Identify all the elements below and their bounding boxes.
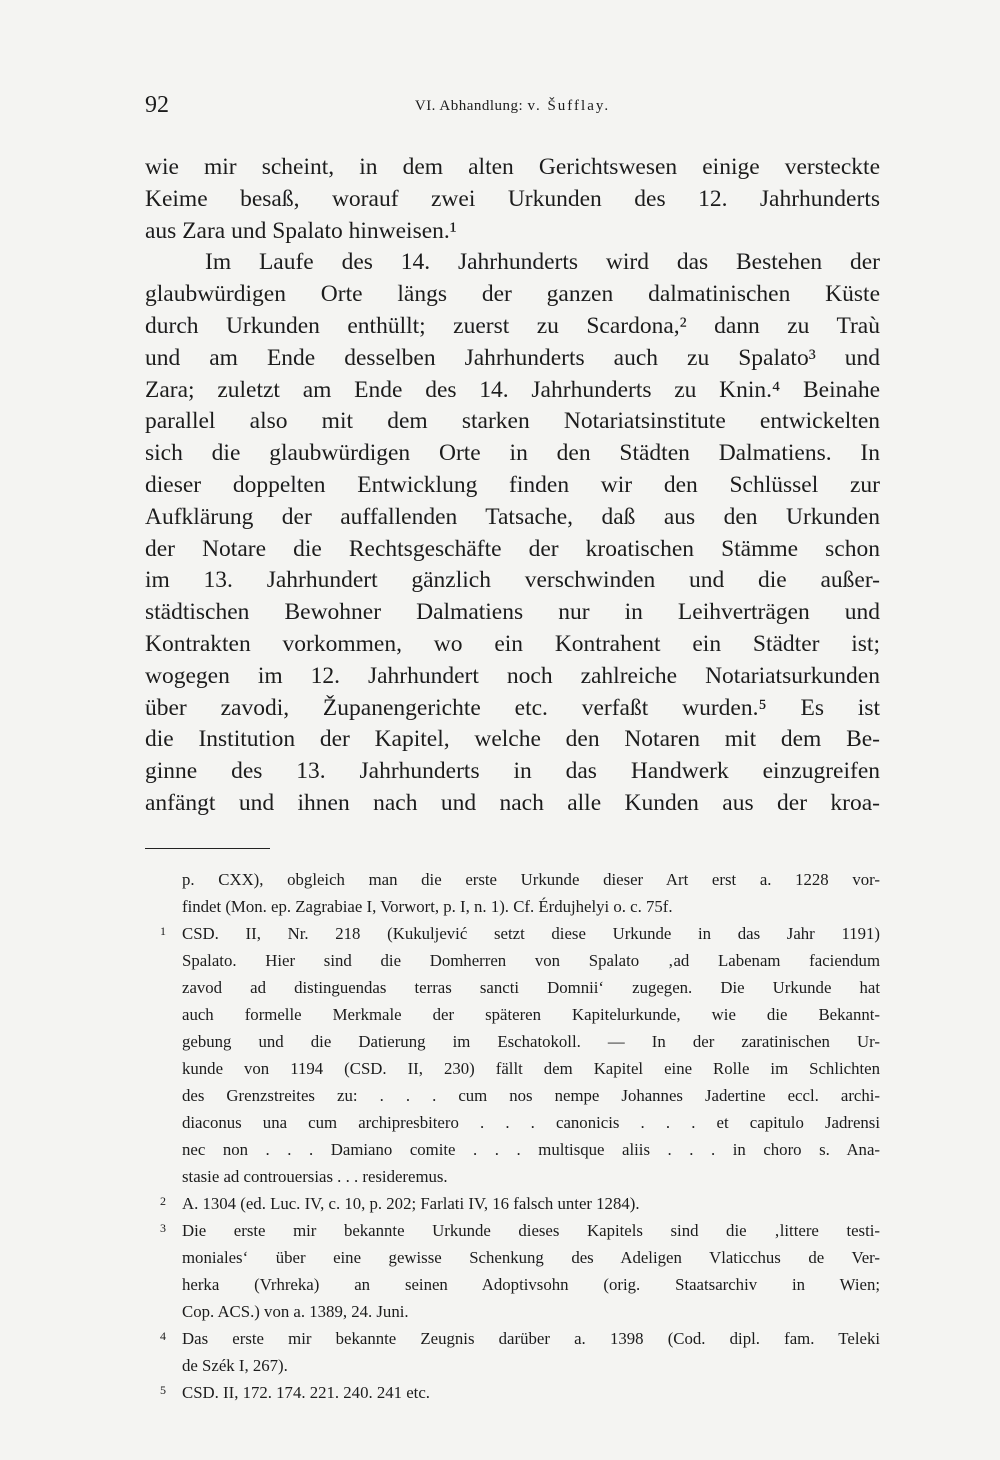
footnote-marker: 2 (160, 1194, 166, 1208)
body-line: anfängt und ihnen nach und nach alle Kunden aus der kroa- (145, 789, 880, 816)
footnote-line: auch formelle Merkmale der späteren Kapitelurkunde, wie die Bekannt- (182, 1005, 880, 1024)
body-line: wie mir scheint, in dem alten Gerichtswesen einige versteckte (145, 154, 880, 180)
footnote-line: diaconus una cum archipresbitero . . . canonicis . . . et capitulo Jadrensi (182, 1113, 880, 1132)
footnote-line: CSD. II, 172. 174. 221. 240. 241 etc. (182, 1383, 430, 1402)
footnote-line: p. CXX), obgleich man die erste Urkunde dieser Art erst a. 1228 vor- (182, 870, 880, 889)
footnote-line: nec non . . . Damiano comite . . . multisque aliis . . . in choro s. Ana- (182, 1140, 880, 1159)
body-line: die Institution der Kapitel, welche den Notaren mit dem Be- (145, 726, 880, 753)
footnote-line: findet (Mon. ep. Zagrabiae I, Vorwort, p. I, n. 1). Cf. Érdujhelyi o. c. 75f. (182, 897, 673, 916)
body-line: wogegen im 12. Jahrhundert noch zahlreiche Notariatsurkunden (145, 662, 880, 689)
body-line: ginne des 13. Jahrhunderts in das Handwerk einzugreifen (145, 758, 880, 785)
footnote-3 (160, 1217, 880, 1325)
body-line: glaubwürdigen Orte längs der ganzen dalmatinischen Küste (145, 281, 880, 308)
running-head-author: v. Šufflay. (527, 98, 611, 114)
footnote-marker: 3 (160, 1221, 166, 1235)
footnote-line: Spalato. Hier sind die Domherren von Spalato ‚ad Labenam faciendum (182, 951, 880, 970)
footnote-line: moniales‘ über eine gewisse Schenkung des Adeligen Vlaticchus de Ver- (182, 1248, 880, 1267)
footnote-line: kunde von 1194 (CSD. II, 230) fällt dem Kapitel eine Rolle im Schlichten (182, 1059, 880, 1078)
footnote-line: des Grenzstreites zu: . . . cum nos nempe Johannes Jadertine eccl. archi- (182, 1086, 880, 1105)
footnote-line: Cop. ACS.) von a. 1389, 24. Juni. (182, 1302, 409, 1321)
footnote-marker: 1 (160, 924, 166, 938)
body-line: sich die glaubwürdigen Orte in den Städten Dalmatiens. In (145, 440, 880, 467)
body-line: Im Laufe des 14. Jahrhunderts wird das Bestehen der (205, 249, 880, 276)
footnote-line: CSD. II, Nr. 218 (Kukuljević setzt diese Urkunde in das Jahr 1191) (182, 924, 880, 943)
body-line: städtischen Bewohner Dalmatiens nur in Leihverträgen und (145, 599, 880, 626)
body-text (145, 152, 880, 820)
body-line: im 13. Jahrhundert gänzlich verschwinden und die außer- (145, 567, 880, 594)
footnote-line: zavod ad distinguendas terras sancti Domnii‘ zugegen. Die Urkunde hat (182, 978, 880, 997)
running-head-title: VI. Abhandlung: (414, 98, 524, 114)
body-line: und am Ende desselben Jahrhunderts auch zu Spalato³ und (145, 344, 880, 371)
page-number: 92 (145, 92, 169, 118)
footnote-line: stasie ad controuersias . . . resideremus. (182, 1167, 448, 1186)
footnote-marker: 5 (160, 1383, 166, 1397)
body-line: dieser doppelten Entwicklung finden wir den Schlüssel zur (145, 471, 880, 498)
running-head (145, 98, 880, 115)
footnote-line: Die erste mir bekannte Urkunde dieses Kapitels sind die ‚littere testi- (182, 1221, 880, 1240)
footnote-2 (160, 1190, 880, 1217)
footnote-rule (145, 848, 270, 849)
footnote-line: A. 1304 (ed. Luc. IV, c. 10, p. 202; Farlati IV, 16 falsch unter 1284). (182, 1194, 640, 1213)
footnote-line: gebung und die Datierung im Eschatokoll. — In der zaratinischen Ur- (182, 1032, 880, 1051)
body-line: Keime besaß, worauf zwei Urkunden des 12. Jahrhunderts (145, 185, 880, 212)
footnote-continuation (160, 866, 880, 920)
page-header (145, 92, 880, 122)
footnote-4 (160, 1325, 880, 1379)
footnote-1 (160, 920, 880, 1190)
footnote-line: Das erste mir bekannte Zeugnis darüber a. 1398 (Cod. dipl. fam. Teleki (182, 1329, 880, 1348)
footnote-line: de Szék I, 267). (182, 1356, 288, 1375)
footnote-marker: 4 (160, 1329, 166, 1343)
footnotes (160, 866, 880, 1406)
body-line: Aufklärung der auffallenden Tatsache, daß aus den Urkunden (145, 503, 880, 530)
body-line: Kontrakten vorkommen, wo ein Kontrahent ein Städter ist; (145, 630, 880, 657)
footnote-line: herka (Vrhreka) an seinen Adoptivsohn (orig. Staatsarchiv in Wien; (182, 1275, 880, 1294)
body-line: der Notare die Rechtsgeschäfte der kroatischen Stämme schon (145, 535, 880, 562)
body-line: parallel also mit dem starken Notariatsinstitute entwickelten (145, 408, 880, 435)
body-line: über zavodi, Županengerichte etc. verfaßt wurden.⁵ Es ist (145, 694, 880, 721)
body-line: durch Urkunden enthüllt; zuerst zu Scardona,² dann zu Traù (145, 312, 880, 339)
body-line: aus Zara und Spalato hinweisen.¹ (145, 217, 457, 244)
footnote-5 (160, 1379, 880, 1406)
body-line: Zara; zuletzt am Ende des 14. Jahrhunderts zu Knin.⁴ Beinahe (145, 376, 880, 403)
